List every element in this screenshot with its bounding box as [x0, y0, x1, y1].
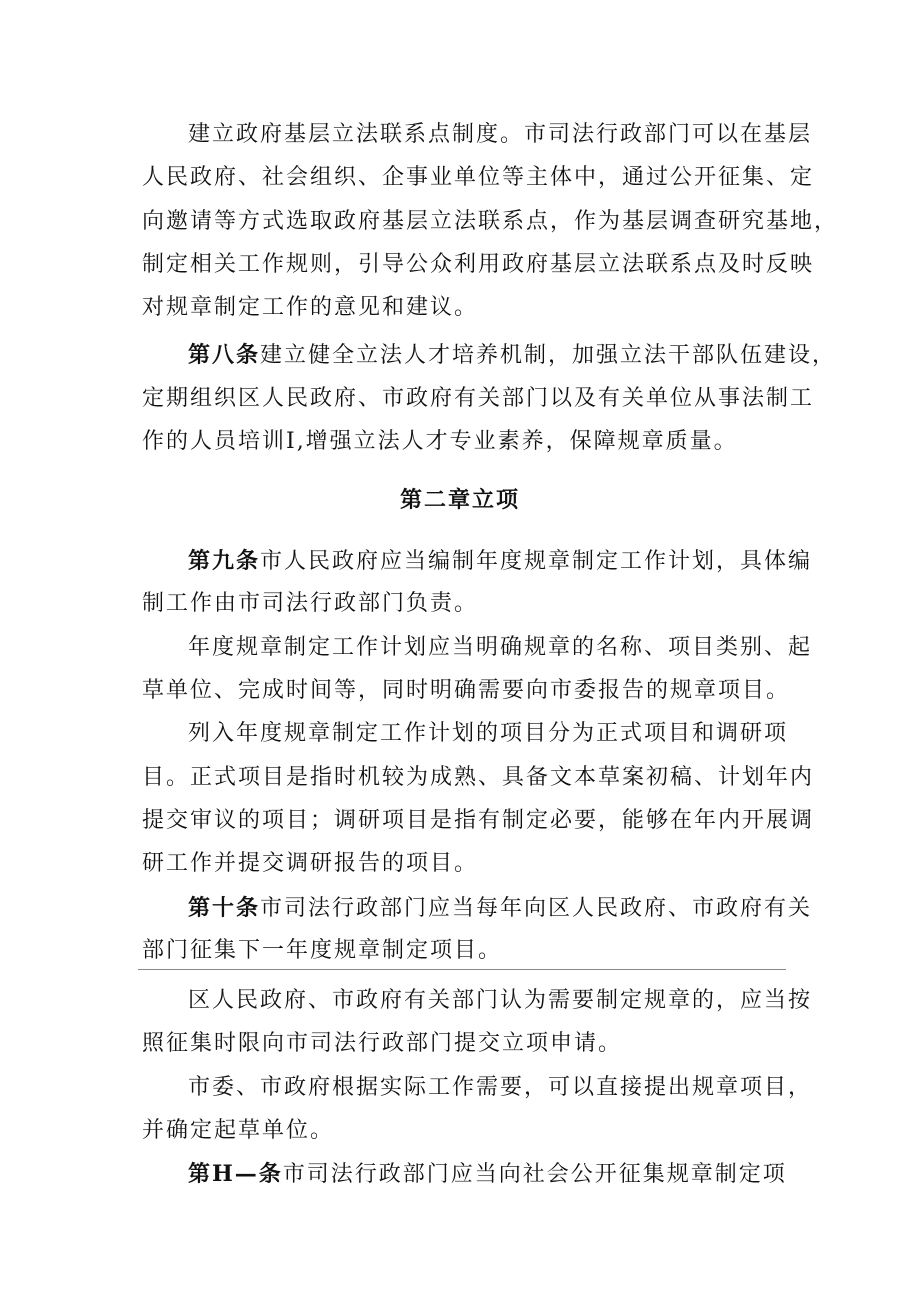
paragraph-line: 作的人员培训I,增强立法人才专业素养，保障规章质量。 — [142, 429, 738, 454]
paragraph-line: 研工作并提交调研报告的项目。 — [142, 851, 479, 876]
article-9-text: 市人民政府应当编制年度规章制定工作计划，具体编 — [260, 549, 813, 574]
paragraph-line: 列入年度规章制定工作计划的项目分为正式项目和调研项 — [188, 721, 789, 746]
article-10-label: 第十条 — [188, 895, 261, 921]
article-8-line — [188, 340, 836, 370]
paragraph-line: 并确定起草单位。 — [142, 1118, 335, 1143]
paragraph-line: 照征集时限向市司法行政部门提交立项申请。 — [142, 1031, 623, 1056]
paragraph-line: 区人民政府、市政府有关部门认为需要制定规章的，应当按 — [188, 988, 813, 1013]
article-8-label: 第八条 — [188, 342, 261, 368]
paragraph-line: 制定相关工作规则，引导公众利用政府基层立法联系点及时反映 — [142, 252, 815, 277]
article-11-line — [188, 1159, 787, 1189]
page-divider — [138, 969, 786, 970]
paragraph-line: 制工作由市司法行政部门负责。 — [142, 591, 479, 616]
paragraph-line: 市委、市政府根据实际工作需要，可以直接提出规章项目， — [188, 1075, 813, 1100]
paragraph-line: 向邀请等方式选取政府基层立法联系点，作为基层调查研究基地， — [142, 209, 839, 234]
article-11-text: 市司法行政部门应当向社会公开征集规章制定项 — [282, 1162, 787, 1187]
article-9-label: 第九条 — [188, 548, 261, 574]
article-8-text: 建立健全立法人才培养机制，加强立法干部队伍建设， — [260, 343, 837, 368]
paragraph-line: 草单位、完成时间等，同时明确需要向市委报告的规章项目。 — [142, 678, 791, 703]
chapter-title: 第二章立项 — [399, 487, 520, 513]
paragraph-line: 建立政府基层立法联系点制度。市司法行政部门可以在基层 — [188, 122, 813, 147]
paragraph-line: 提交审议的项目；调研项目是指有制定必要，能够在年内开展调 — [142, 808, 815, 833]
paragraph-line: 人民政府、社会组织、企事业单位等主体中，通过公开征集、定 — [142, 165, 815, 190]
paragraph-line: 部门征集下一年度规章制定项目。 — [142, 938, 503, 963]
paragraph-line: 对规章制定工作的意见和建议。 — [142, 295, 479, 320]
paragraph-line: 目。正式项目是指时机较为成熟、具备文本草案初稿、计划年内 — [142, 765, 815, 790]
paragraph-line: 年度规章制定工作计划应当明确规章的名称、项目类别、起 — [188, 635, 813, 660]
article-10-line — [188, 893, 812, 923]
article-9-line — [188, 546, 812, 576]
paragraph-line: 定期组织区人民政府、市政府有关部门以及有关单位从事法制工 — [142, 386, 815, 411]
article-11-label: 第H—条 — [188, 1161, 283, 1187]
article-10-text: 市司法行政部门应当每年向区人民政府、市政府有关 — [260, 896, 813, 921]
